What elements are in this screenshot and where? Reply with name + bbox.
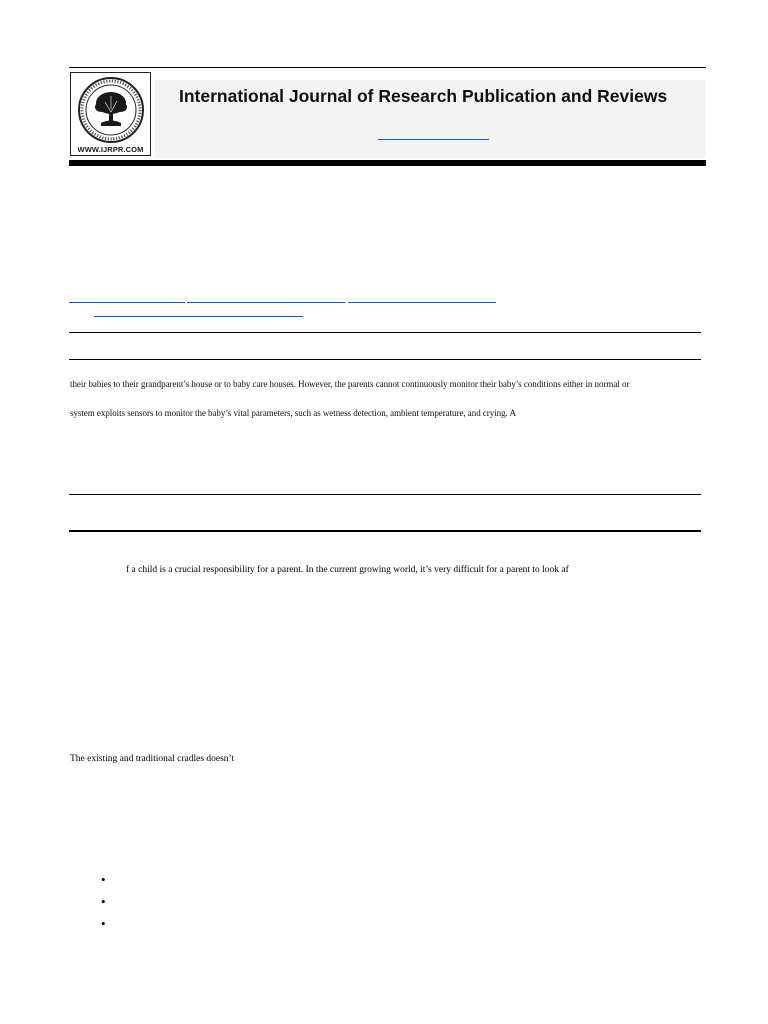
list-item-bullet-2: • (101, 894, 106, 909)
header-top-rule (69, 67, 706, 68)
journal-website-url: WWW.IJRPR.COM (77, 145, 144, 154)
journal-logo[interactable] (70, 72, 151, 156)
journal-title: International Journal of Research Publication and Reviews (179, 86, 668, 106)
journal-seal-icon (77, 76, 145, 144)
author-link-1[interactable] (69, 302, 185, 303)
list-item-bullet-1: • (101, 872, 106, 887)
abstract-line-1: their babies to their grandparent’s house or to baby care houses. However, the parents cannot continuously monitor their baby’s conditions either in normal or (70, 379, 630, 389)
list-item-bullet-3: • (101, 916, 106, 931)
section-divider-rule (69, 530, 701, 532)
abstract-header-rule (69, 359, 701, 360)
abstract-top-rule (69, 332, 701, 333)
author-link-4[interactable] (94, 316, 303, 317)
author-link-2[interactable] (187, 302, 345, 303)
abstract-line-2: system exploits sensors to monitor the baby’s vital parameters, such as wetness detection, ambient temperature, and crying. A (70, 408, 516, 418)
header-bottom-thick-rule (69, 160, 706, 166)
abstract-bottom-rule (69, 494, 701, 495)
introduction-first-line: f a child is a crucial responsibility for a parent. In the current growing world, it’s very difficult for a parent to look af (126, 565, 569, 575)
author-link-3[interactable] (348, 302, 496, 303)
body-paragraph-fragment: The existing and traditional cradles doesn’t (70, 754, 235, 764)
journal-homepage-link[interactable] (378, 139, 489, 140)
